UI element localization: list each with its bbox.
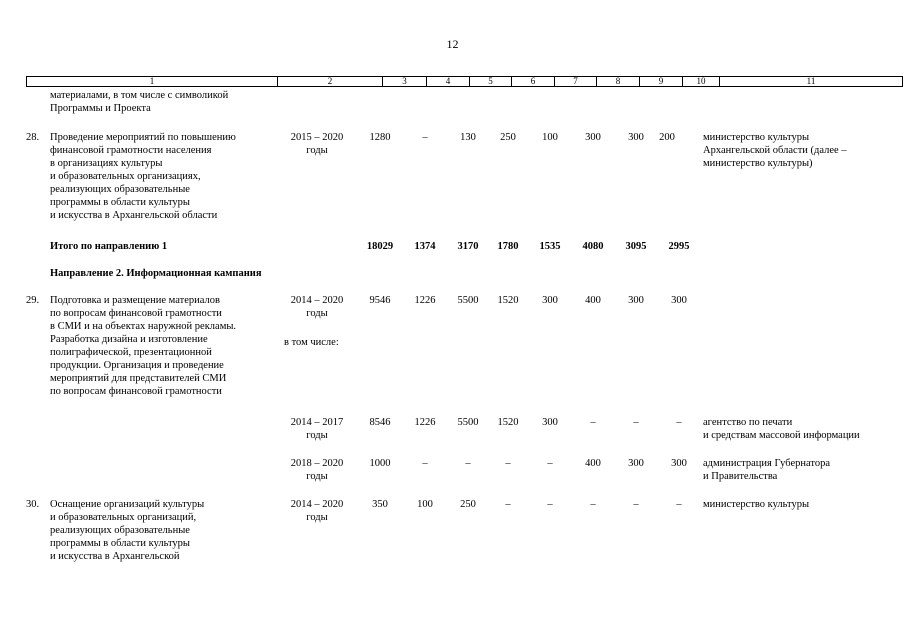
row-29-val-col10: 300	[671, 295, 687, 306]
text-line: 2018 – 2020	[290, 458, 344, 469]
text-line: министерство культуры)	[703, 158, 813, 169]
row-29-val-col4: 1226	[414, 295, 436, 306]
text-line: материалами, в том числе с символикой	[50, 90, 229, 101]
total-1-col10: 2995	[668, 241, 690, 252]
total-1-col8: 4080	[582, 241, 604, 252]
row-30-val-col7: –	[547, 499, 553, 510]
row-29a-val-col10: –	[676, 417, 682, 428]
row-29-val-col5: 5500	[457, 295, 479, 306]
row-29a-val-col4: 1226	[414, 417, 436, 428]
row-30-executor	[703, 498, 809, 511]
text-line: Подготовка и размещение материалов	[50, 295, 220, 306]
row-30-val-col10: –	[676, 499, 682, 510]
text-line: Программы и Проекта	[50, 103, 151, 114]
total-1-col4: 1374	[414, 241, 436, 252]
text-line: продукции. Организация и проведение	[50, 360, 224, 371]
header-col-4: 4	[427, 77, 470, 86]
text-line: и искусства в Архангельской	[50, 551, 180, 562]
row-28-val-col3: 1280	[369, 132, 391, 143]
text-line: министерство культуры	[703, 499, 810, 510]
total-direction-1-label: Итого по направлению 1	[50, 241, 168, 252]
header-col-5: 5	[470, 77, 512, 86]
row-29a-val-col3: 8546	[369, 417, 391, 428]
direction-2-heading: Направление 2. Информационная кампания	[50, 268, 262, 279]
header-col-3: 3	[383, 77, 427, 86]
text-line: 2015 – 2020	[290, 132, 344, 143]
total-1-col5: 3170	[457, 241, 479, 252]
text-line: по вопросам финансовой грамотности	[50, 308, 222, 319]
row-30-val-col3: 350	[372, 499, 388, 510]
text-line: Проведение мероприятий по повышению	[50, 132, 236, 143]
total-1-col7: 1535	[539, 241, 561, 252]
row-29b-val-col4: –	[422, 458, 428, 469]
text-line: финансовой грамотности населения	[50, 145, 212, 156]
text-line: агентство по печати	[703, 417, 793, 428]
row-28-executor	[703, 131, 847, 170]
text-line: годы	[306, 430, 328, 441]
row-30-val-col8: –	[590, 499, 596, 510]
text-line: министерство культуры	[703, 132, 810, 143]
text-line: программы в области культуры	[50, 197, 190, 208]
row-30-val-col6: –	[505, 499, 511, 510]
row-29a-val-col9: –	[633, 417, 639, 428]
text-line: администрация Губернатора	[703, 458, 830, 469]
row-29b-val-col5: –	[465, 458, 471, 469]
text-line: и образовательных организаций,	[50, 512, 197, 523]
page-number: 12	[446, 37, 459, 51]
row-29a-val-col5: 5500	[457, 417, 479, 428]
row-28-period	[277, 131, 357, 157]
row-28-val-col7: 100	[542, 132, 558, 143]
header-col-9: 9	[640, 77, 683, 86]
row-29b-val-col10: 300	[671, 458, 687, 469]
row-29b-executor	[703, 457, 830, 483]
text-line: годы	[306, 145, 328, 156]
row-30-period	[277, 498, 357, 524]
header-col-10: 10	[683, 77, 720, 86]
row-29-val-col3: 9546	[369, 295, 391, 306]
total-1-col9: 3095	[625, 241, 647, 252]
text-line: 2014 – 2020	[290, 499, 344, 510]
text-line: по вопросам финансовой грамотности	[50, 386, 222, 397]
row-28-val-col8: 300	[585, 132, 601, 143]
row-29b-val-col8: 400	[585, 458, 601, 469]
text-line: 2014 – 2017	[290, 417, 344, 428]
text-line: и средствам массовой информации	[703, 430, 860, 441]
text-line: реализующих образовательные	[50, 184, 190, 195]
text-line: Разработка дизайна и изготовление	[50, 334, 208, 345]
text-line: годы	[306, 512, 328, 523]
row-30-number: 30.	[26, 499, 40, 510]
text-line: в СМИ и на объектах наружной рекламы.	[50, 321, 237, 332]
row-29b-val-col3: 1000	[369, 458, 391, 469]
row-28-number: 28.	[26, 132, 40, 143]
text-line: мероприятий для представителей СМИ	[50, 373, 227, 384]
text-line: в организациях культуры	[50, 158, 163, 169]
row-28-val-col6: 250	[500, 132, 516, 143]
row-29a-val-col7: 300	[542, 417, 558, 428]
row-29-number: 29.	[26, 295, 40, 306]
row-28-val-col4: –	[422, 132, 428, 143]
row-30-val-col9: –	[633, 499, 639, 510]
row-29-val-col6: 1520	[497, 295, 519, 306]
row-29a-executor	[703, 416, 860, 442]
row-29-description	[50, 294, 236, 398]
row-29a-period	[277, 416, 357, 442]
text-line: и образовательных организациях,	[50, 171, 201, 182]
row-29-val-col8: 400	[585, 295, 601, 306]
row-29b-val-col7: –	[547, 458, 553, 469]
row-29-including-label: в том числе:	[284, 337, 339, 348]
text-line: Архангельской области (далее –	[703, 145, 847, 156]
text-line: годы	[306, 308, 328, 319]
row-29b-period	[277, 457, 357, 483]
row-29-period	[277, 294, 357, 320]
text-line: и искусства в Архангельской области	[50, 210, 218, 221]
row-29-val-col7: 300	[542, 295, 558, 306]
text-line: 2014 – 2020	[290, 295, 344, 306]
row-29b-val-col9: 300	[628, 458, 644, 469]
header-col-11: 11	[806, 76, 816, 86]
text-line: программы в области культуры	[50, 538, 190, 549]
header-col-2: 2	[278, 77, 383, 86]
row-29b-val-col6: –	[505, 458, 511, 469]
total-1-col3: 18029	[366, 241, 394, 252]
header-col-1: 1	[27, 77, 278, 86]
text-line: годы	[306, 471, 328, 482]
table-header-row	[26, 76, 903, 87]
row-30-val-col5: 250	[460, 499, 476, 510]
total-1-col6: 1780	[497, 241, 519, 252]
row-30-val-col4: 100	[417, 499, 433, 510]
row-28-val-col10: 200	[659, 132, 675, 143]
row-28-val-col9: 300	[628, 132, 644, 143]
text-line: реализующих образовательные	[50, 525, 190, 536]
text-line: и Правительства	[703, 471, 778, 482]
row-29-val-col9: 300	[628, 295, 644, 306]
row-28-val-col5: 130	[460, 132, 476, 143]
row-28-description	[50, 131, 236, 222]
text-line: полиграфической, презентационной	[50, 347, 212, 358]
row-29a-val-col8: –	[590, 417, 596, 428]
header-col-7: 7	[555, 77, 597, 86]
header-col-8: 8	[597, 77, 640, 86]
header-col-6: 6	[512, 77, 555, 86]
text-line: Оснащение организаций культуры	[50, 499, 205, 510]
continuation-text	[50, 89, 228, 115]
row-30-description	[50, 498, 204, 563]
row-29a-val-col6: 1520	[497, 417, 519, 428]
